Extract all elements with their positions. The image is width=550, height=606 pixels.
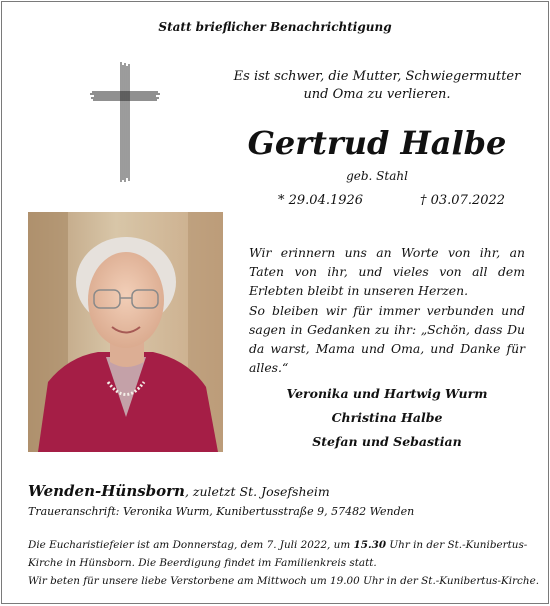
deceased-name: Gertrud Halbe (247, 124, 507, 162)
memorial-paragraph-2: So bleiben wir für immer verbunden und sagen in Gedanken zu ihr: „Schön, dass Du da warst, Mama und Oma, und Danke für alles.“ (249, 302, 525, 376)
birth-date: * 29.04.1926 (278, 193, 364, 208)
mourners-list (242, 382, 532, 454)
mourner-item: Veronika und Hartwig Wurm (286, 386, 488, 401)
service-time: 15.30 (353, 539, 387, 551)
service-line-2: Kirche in Hünsborn. Die Beerdigung findet im Familienkreis statt. (28, 557, 377, 569)
place-name: Wenden-Hünsborn (28, 482, 185, 500)
intro-line-1: Es ist schwer, die Mutter, Schwiegermutter (233, 69, 521, 84)
intro-text (232, 68, 522, 104)
service-line-1 (28, 536, 533, 554)
place-detail: , zuletzt St. Josefsheim (184, 484, 330, 499)
maiden-name: geb. Stahl (346, 169, 408, 183)
mourner-item: Christina Halbe (331, 410, 443, 425)
service-line-3: Wir beten für unsere liebe Verstorbene am Mittwoch um 19.00 Uhr in der St.-Kunibertus-Kirche. (28, 575, 540, 587)
memorial-text (249, 243, 525, 377)
service-info (28, 536, 540, 590)
portrait-photo (28, 212, 223, 452)
obituary-card (1, 1, 549, 604)
memorial-paragraph-1: Wir erinnern uns an Worte von ihr, an Taten von ihr, und vieles von all dem Erlebten bleibt in unseren Herzen. (249, 245, 525, 299)
cross-icon (90, 62, 160, 182)
mourning-address: Traueranschrift: Veronika Wurm, Kunibertusstraße 9, 57482 Wenden (28, 505, 415, 518)
service-text: Die Eucharistiefeier ist am Donnerstag, dem 7. Juli 2022, um (28, 539, 354, 551)
mourner-item: Stefan und Sebastian (312, 434, 462, 449)
service-text: Uhr in der St.-Kunibertus- (386, 539, 528, 551)
intro-line-2: und Oma zu verlieren. (303, 87, 451, 102)
death-date: † 03.07.2022 (420, 193, 506, 208)
header-note: Statt brieflicher Benachrichtigung (158, 20, 392, 34)
place-line (28, 482, 538, 500)
